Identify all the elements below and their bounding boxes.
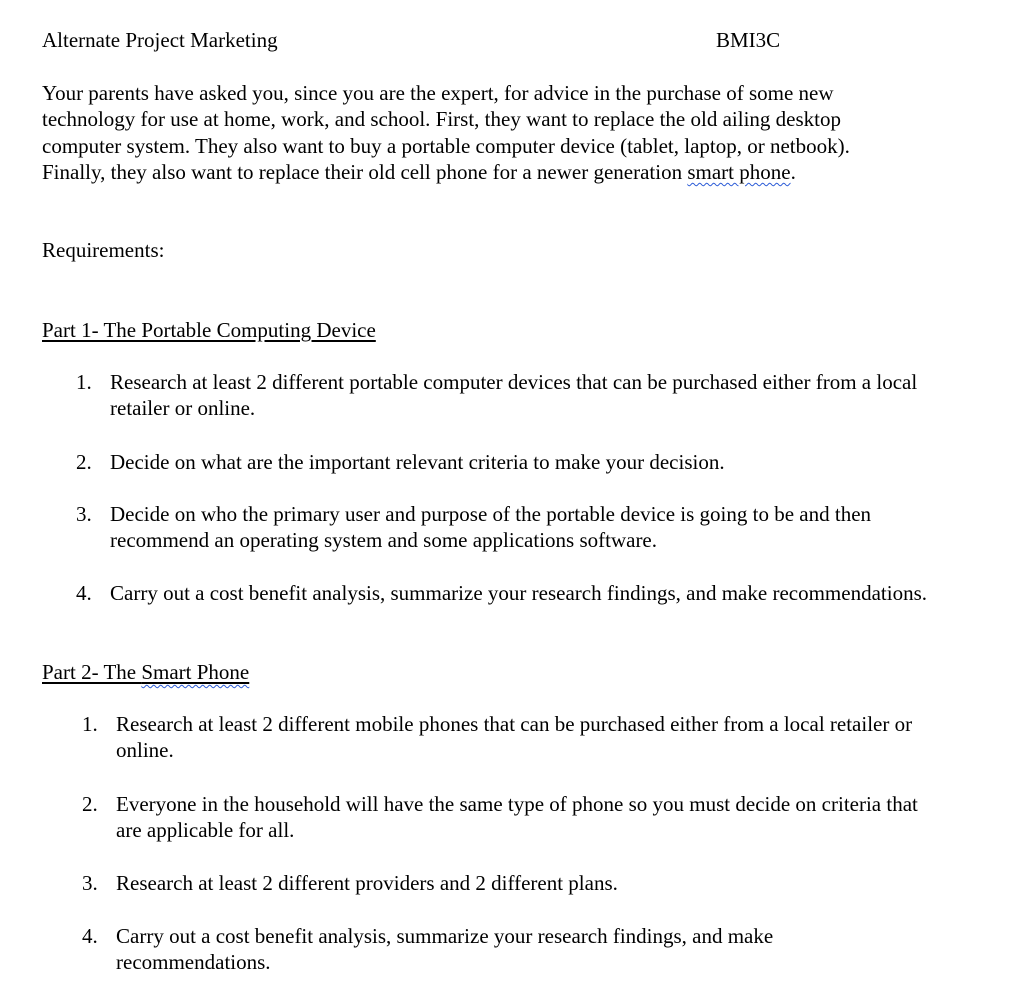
list-item-line: recommend an operating system and some applications software. <box>110 528 658 553</box>
list-item-line: Research at least 2 different mobile phones that can be purchased either from a local retailer or <box>116 712 913 736</box>
list-number: 1. <box>76 370 92 394</box>
list-item-line: Carry out a cost benefit analysis, summarize your research findings, and make <box>116 924 774 948</box>
intro-line <box>42 159 1002 185</box>
list-item-line: Decide on who the primary user and purpose of the portable device is going to be and then <box>110 502 872 526</box>
intro-paragraph <box>42 80 1002 186</box>
list-number: 4. <box>76 581 92 605</box>
spellcheck-flagged-text[interactable]: Smart Phone <box>141 660 250 684</box>
list-item-line: recommendations. <box>116 950 271 975</box>
list-item-text <box>116 870 618 896</box>
list-number: 3. <box>76 502 92 526</box>
list-item-line: retailer or online. <box>110 396 256 421</box>
intro-line: computer system. They also want to buy a portable computer device (tablet, laptop, or netbook). <box>42 133 850 158</box>
list-item-text <box>116 923 773 976</box>
list-item-line: Research at least 2 different portable computer devices that can be purchased either from a local <box>110 370 918 394</box>
list-item-line: Everyone in the household will have the same type of phone so you must decide on criteria that <box>116 792 918 816</box>
list-number: 1. <box>82 712 98 736</box>
intro-line: technology for use at home, work, and school. First, they want to replace the old ailing desktop <box>42 107 841 132</box>
list-item-line: Decide on what are the important relevant criteria to make your decision. <box>110 450 725 474</box>
list-item-text <box>110 580 927 606</box>
document-title: Alternate Project Marketing <box>42 28 278 52</box>
intro-line-end: . <box>790 160 796 185</box>
list-number: 4. <box>82 924 98 948</box>
list-item-line: Carry out a cost benefit analysis, summarize your research findings, and make recommendations. <box>110 581 927 605</box>
course-code: BMI3C <box>716 28 781 52</box>
intro-line: Your parents have asked you, since you are the expert, for advice in the purchase of some new <box>42 81 834 105</box>
list-item-text <box>116 791 918 844</box>
list-number: 3. <box>82 871 98 895</box>
list-number: 2. <box>82 792 98 816</box>
list-item-text <box>110 449 725 475</box>
part2-heading-text: Part 2- The <box>42 660 142 684</box>
list-item-line: online. <box>116 738 174 763</box>
list-item-text <box>110 369 917 422</box>
part2-heading <box>42 660 249 684</box>
list-item-text <box>110 501 871 554</box>
part1-heading: Part 1- The Portable Computing Device <box>42 318 376 342</box>
spellcheck-flagged-text[interactable]: smart phone <box>687 160 791 185</box>
list-item-line: Research at least 2 different providers and 2 different plans. <box>116 871 618 895</box>
list-number: 2. <box>76 450 92 474</box>
intro-line-text: Finally, they also want to replace their old cell phone for a newer generation <box>42 160 688 185</box>
list-item-text <box>116 711 912 764</box>
list-item-line: are applicable for all. <box>116 818 295 843</box>
requirements-label: Requirements: <box>42 238 165 262</box>
